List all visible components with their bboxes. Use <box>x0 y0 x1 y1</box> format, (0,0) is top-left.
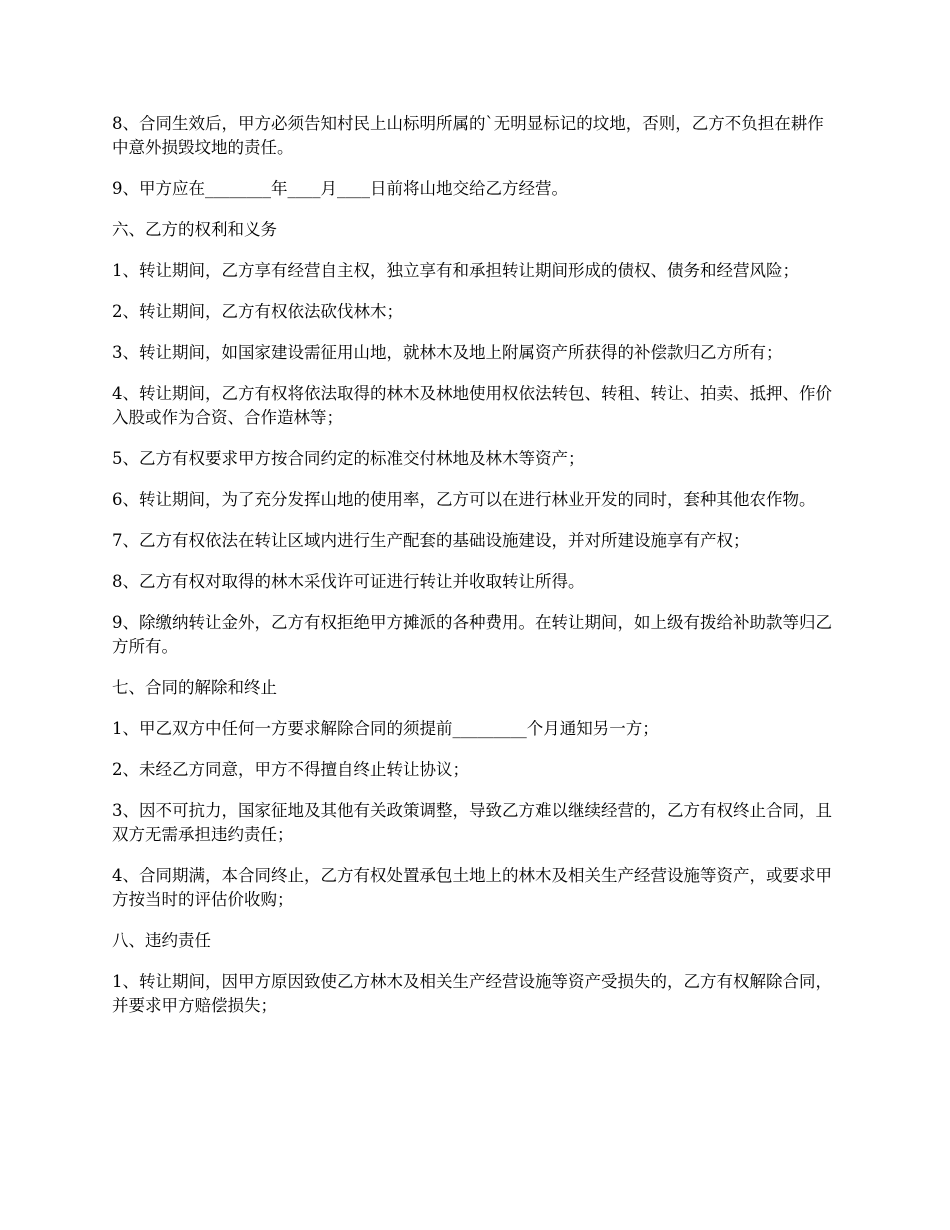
clause-b4-transfer-rights: 4、转让期间，乙方有权将依法取得的林木及林地使用权依法转包、转租、转让、拍卖、抵押、作价入股或作为合资、合作造林等； <box>112 384 832 427</box>
section-heading-termination: 七、合同的解除和终止 <box>112 678 277 697</box>
clause-c4-expiry: 4、合同期满，本合同终止，乙方有权处置承包土地上的林木及相关生产经营设施等资产，或要求甲方按当时的评估价收购； <box>112 866 832 909</box>
clause-b6-intercropping: 6、转让期间，为了充分发挥山地的使用率，乙方可以在进行林业开发的同时，套种其他农作物。 <box>112 490 816 509</box>
clause-c2-no-unilateral-termination: 2、未经乙方同意，甲方不得擅自终止转让协议； <box>112 760 469 779</box>
clause-c3-force-majeure: 3、因不可抗力，国家征地及其他有关政策调整，导致乙方难以继续经营的，乙方有权终止合同，且双方无需承担违约责任； <box>112 801 832 844</box>
clause-d1-damages: 1、转让期间，因甲方原因致使乙方林木及相关生产经营设施等资产受损失的，乙方有权解除合同，并要求甲方赔偿损失； <box>112 972 832 1015</box>
clause-a9-handover-date: 9、甲方应在________年____月____日前将山地交给乙方经营。 <box>112 179 568 198</box>
document-page <box>112 112 837 1035</box>
section-heading-party-b-rights: 六、乙方的权利和义务 <box>112 220 277 239</box>
clause-b8-permit-transfer: 8、乙方有权对取得的林木采伐许可证进行转让并收取转让所得。 <box>112 572 585 591</box>
clause-a8-grave-notice: 8、合同生效后，甲方必须告知村民上山标明所属的`无明显标记的坟地，否则，乙方不负担在耕作中意外损毁坟地的责任。 <box>112 114 824 157</box>
clause-b5-delivery: 5、乙方有权要求甲方按合同约定的标准交付林地及林木等资产； <box>112 449 585 468</box>
clause-c1-notice-period: 1、甲乙双方中任何一方要求解除合同的须提前_________个月通知另一方； <box>112 719 659 738</box>
clause-b7-infrastructure: 7、乙方有权依法在转让区域内进行生产配套的基础设施建设，并对所建设施享有产权； <box>112 531 750 550</box>
clause-b2-logging: 2、转让期间，乙方有权依法砍伐林木； <box>112 302 403 321</box>
section-heading-liability: 八、违约责任 <box>112 931 211 950</box>
clause-b3-compensation: 3、转让期间，如国家建设需征用山地，就林木及地上附属资产所获得的补偿款归乙方所有； <box>112 343 783 362</box>
clause-b1-autonomy: 1、转让期间，乙方享有经营自主权，独立享有和承担转让期间形成的债权、债务和经营风险； <box>112 261 799 280</box>
clause-b9-fees: 9、除缴纳转让金外，乙方有权拒绝甲方摊派的各种费用。在转让期间，如上级有拨给补助款等归乙方所有。 <box>112 613 832 656</box>
